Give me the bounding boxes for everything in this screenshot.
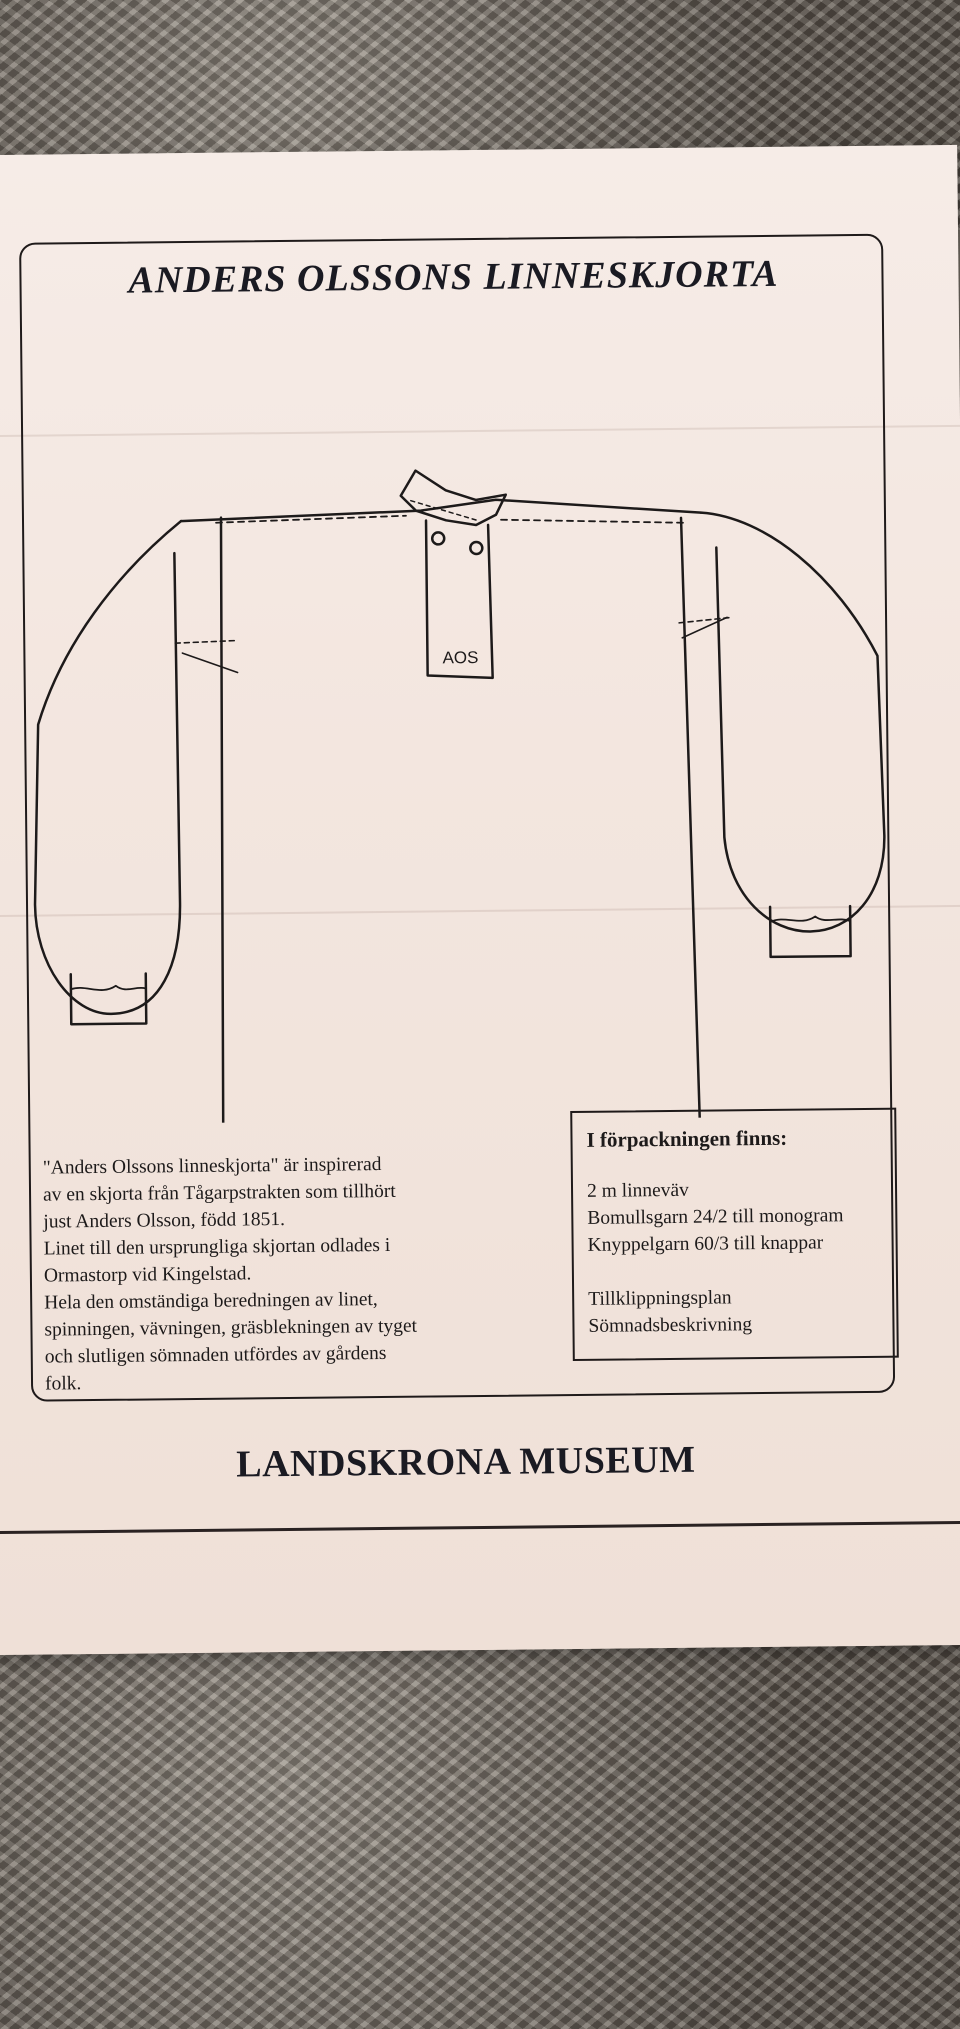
package-item: 2 m linneväv xyxy=(586,1179,689,1202)
history-line: Hela den omständiga beredningen av linet, xyxy=(44,1289,378,1314)
shirt-history-text xyxy=(43,1150,476,1397)
history-line: Linet till den ursprungliga skjortan odlades i xyxy=(43,1234,391,1260)
shirt-sleeve-right xyxy=(701,511,885,933)
rug-background-bottom xyxy=(0,1620,960,2029)
package-item: Sömnadsbeskrivning xyxy=(588,1314,753,1337)
history-line: spinningen, vävningen, gräsblekningen av tyget xyxy=(44,1315,418,1341)
package-documents-list xyxy=(588,1283,883,1340)
history-line: folk. xyxy=(44,1373,82,1395)
publisher-name: LANDSKRONA MUSEUM xyxy=(236,1438,696,1486)
package-title: I förpackningen finns: xyxy=(586,1125,788,1152)
package-item: Bomullsgarn 24/2 till monogram xyxy=(587,1205,844,1229)
shirt-illustration xyxy=(4,316,912,1125)
history-line: av en skjorta från Tågarpstrakten som tillhört xyxy=(42,1180,396,1206)
leaflet-title: ANDERS OLSSONS LINNESKJORTA xyxy=(128,252,779,302)
paper-leaflet xyxy=(0,145,960,1655)
shirt-collar xyxy=(401,470,507,526)
package-item: Knyppelgarn 60/3 till knappar xyxy=(587,1232,824,1256)
shirt-monogram: AOS xyxy=(442,647,479,668)
history-line: just Anders Olsson, född 1851. xyxy=(43,1209,286,1233)
history-line: "Anders Olssons linneskjorta" är inspirerad xyxy=(42,1154,382,1179)
package-materials-list xyxy=(587,1175,882,1259)
bottom-divider xyxy=(0,1521,960,1534)
shirt-button xyxy=(470,542,482,554)
shirt-button xyxy=(432,532,444,544)
history-line: Ormastorp vid Kingelstad. xyxy=(43,1263,252,1287)
package-contents-box xyxy=(570,1108,899,1361)
shirt-sleeve-left xyxy=(31,521,186,1015)
shirt-body xyxy=(216,513,704,1125)
package-item: Tillklippningsplan xyxy=(588,1287,732,1310)
history-line: och slutligen sömnaden utfördes av gårdens xyxy=(44,1342,387,1368)
package-spacer xyxy=(588,1256,882,1286)
